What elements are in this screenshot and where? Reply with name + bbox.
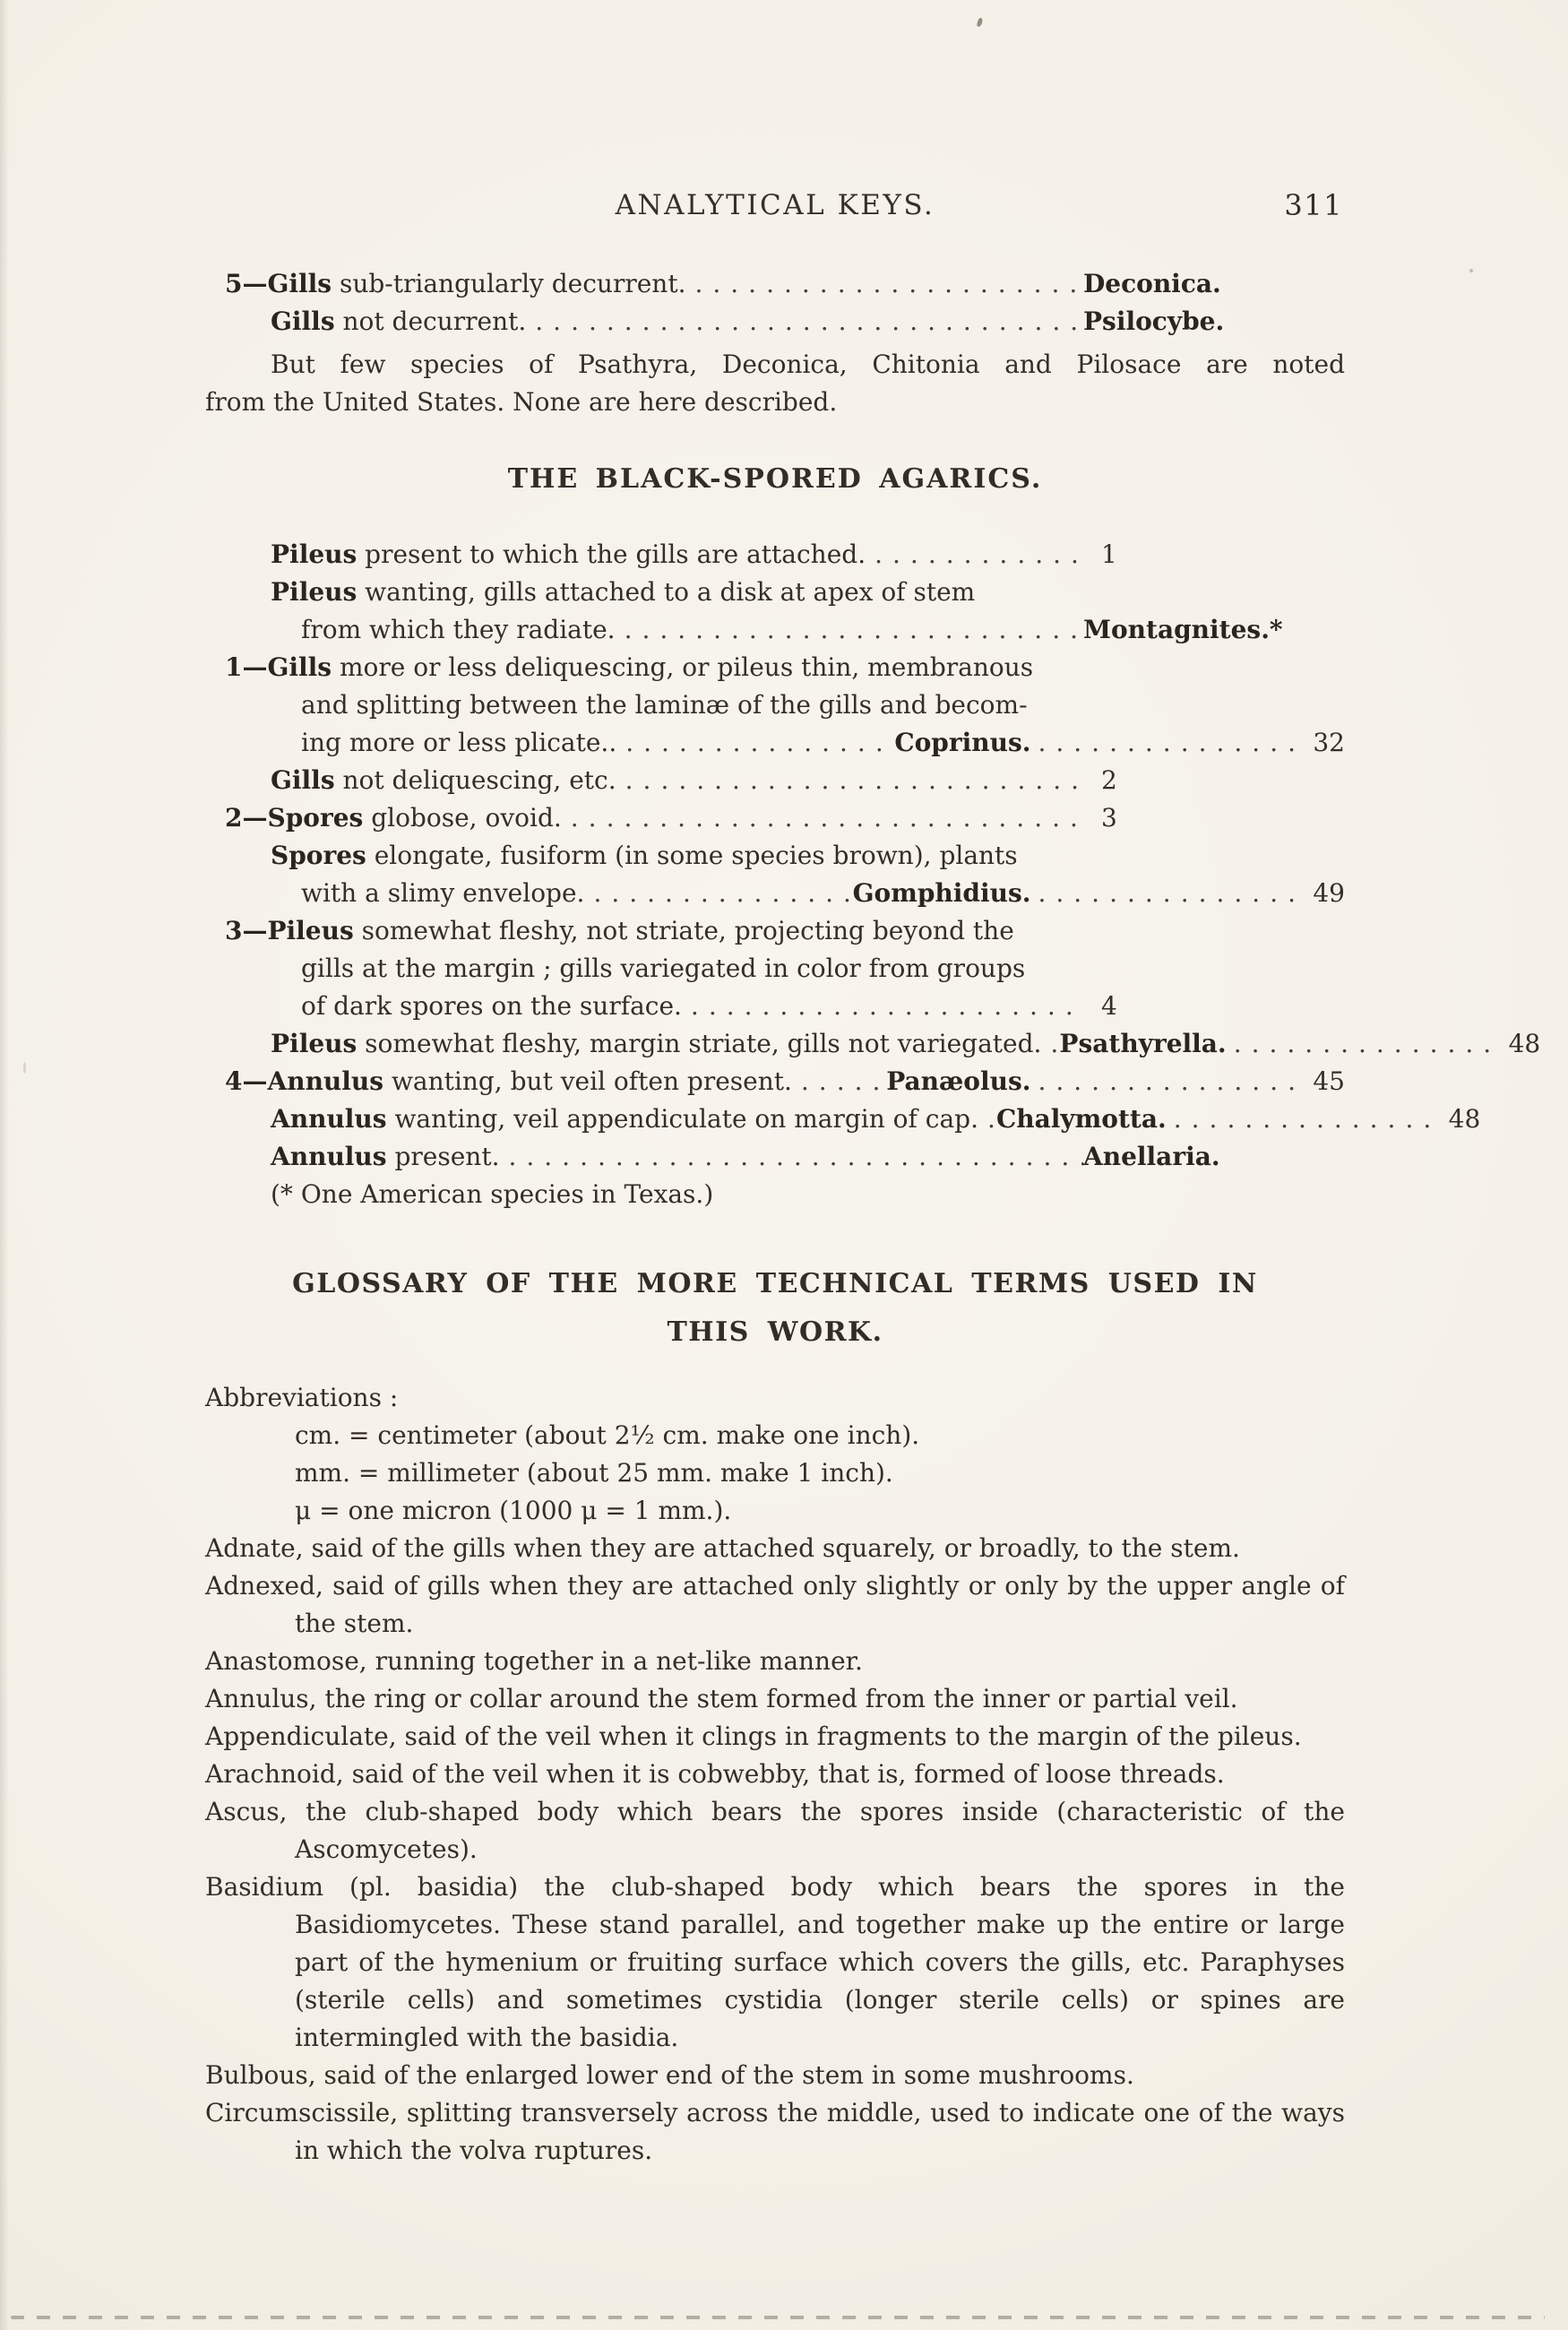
key-result-column [853, 875, 1345, 912]
key-couplet-text [205, 912, 1345, 950]
dot-leader [584, 875, 852, 912]
key-result-column [1083, 536, 1345, 574]
dot-leader [978, 1100, 996, 1138]
key-text: from which they radiate. [301, 615, 616, 644]
key-couplet-text [225, 1063, 792, 1100]
glossary-entry-annulus: Annulus, the ring or collar around the stem formed from the inner or partial veil. [205, 1683, 1238, 1713]
key-text: elongate, fusiform (in some species brown), plants [366, 841, 1018, 870]
glossary-section [205, 1260, 1345, 2170]
key-row [205, 912, 1345, 1025]
key-couplet-text [271, 303, 526, 341]
page-content [205, 186, 1541, 2170]
page-number: 311 [1284, 188, 1343, 222]
scan-speck [977, 17, 984, 27]
key-term: Annulus [271, 1104, 387, 1134]
key-term: 3—Pileus [225, 916, 354, 945]
dot-leader [682, 988, 1083, 1025]
section-heading-black-spored-agarics: THE BLACK-SPORED AGARICS. [507, 463, 1043, 495]
glossary-entry-arachnoid: Arachnoid, said of the veil when it is cobwebby, that is, formed of loose threads. [205, 1758, 1225, 1789]
key-text: wanting, gills attached to a disk at apex of stem [357, 577, 976, 607]
key-result: Anellaria. [1083, 1142, 1220, 1171]
dot-leader [1167, 1100, 1442, 1138]
key-text: not decurrent. [334, 306, 527, 336]
key-couplet-text [271, 1100, 978, 1138]
key-result: Panæolus. [886, 1066, 1031, 1096]
key-row [205, 265, 1345, 303]
key-result-column [996, 1100, 1480, 1138]
key-result-column [1059, 1025, 1540, 1063]
key-result-column [1083, 799, 1345, 837]
key-text: wanting, but veil often present. [383, 1066, 792, 1096]
glossary-entry-circumscissile: Circumscissile, splitting transversely across the middle, used to indicate one of the ways in which the volva ruptures. [205, 2097, 1345, 2165]
key-text: with a slimy envelope. [301, 878, 585, 908]
key-term: Gills [271, 765, 335, 795]
dot-leader [1227, 1025, 1502, 1063]
black-spored-key-section [205, 536, 1541, 1213]
key-row [205, 574, 1345, 649]
dot-leader [792, 1063, 886, 1100]
key-row [205, 303, 1345, 341]
dot-leader [616, 611, 1083, 649]
dot-leader [526, 303, 1083, 341]
key-couplet-text [205, 574, 1345, 611]
key-result: Gomphidius. [852, 878, 1031, 908]
dot-leader [1030, 724, 1305, 762]
key-text: more or less deliquescing, or pileus thin, membranous [332, 652, 1034, 682]
glossary-entry-adnexed: Adnexed, said of gills when they are attached only slightly or only by the upper angle of the stem. [205, 1570, 1345, 1638]
key-text: present to which the gills are attached. [357, 539, 866, 569]
key-result-column [1083, 611, 1345, 649]
key-result-column [886, 1063, 1345, 1100]
scan-speck [23, 1062, 26, 1074]
key-result-column [894, 724, 1345, 762]
scan-speck [1469, 269, 1473, 272]
key-result: Chalymotta. [995, 1104, 1167, 1134]
key-row [205, 799, 1345, 837]
key-result-column [1083, 265, 1345, 303]
scan-left-edge-shadow [0, 0, 9, 2330]
key-text: somewhat fleshy, margin striate, gills not variegated. [357, 1029, 1042, 1058]
key-row [205, 1100, 1481, 1138]
key-text: wanting, veil appendiculate on margin of cap. [386, 1104, 978, 1134]
dot-leader [1030, 875, 1305, 912]
note-paragraph [205, 346, 1345, 421]
running-title: ANALYTICAL KEYS. [615, 189, 935, 221]
key-page-ref: 48 [1508, 1029, 1541, 1058]
note-line: from the United States. None are here described. [205, 387, 838, 417]
note-line: But few species of Psathyra, Deconica, Chitonia and Pilosace are noted [271, 350, 1345, 379]
key-text: of dark spores on the surface. [301, 991, 682, 1021]
glossary-entry-adnate: Adnate, said of the gills when they are attached squarely, or broadly, to the stem. [205, 1532, 1240, 1563]
key-page-ref: 45 [1313, 1066, 1345, 1096]
key-result-column [1083, 762, 1345, 799]
abbreviation-line: cm. = centimeter (about 2½ cm. make one inch). [295, 1420, 920, 1450]
key-page-ref: 48 [1448, 1104, 1481, 1134]
key-couplet-text [271, 762, 616, 799]
dot-leader [616, 724, 894, 762]
key-result: 2 [1101, 765, 1117, 795]
key-result: 1 [1101, 539, 1117, 569]
glossary-heading-line: GLOSSARY OF THE MORE TECHNICAL TERMS USED IN [292, 1268, 1258, 1299]
dot-leader [685, 265, 1083, 303]
key-couplet-text [271, 1138, 499, 1176]
key-page-ref: 49 [1313, 878, 1345, 908]
glossary-entry-basidium: Basidium (pl. basidia) the club-shaped body which bears the spores in the Basidiomycetes. These stand parallel, and together make up the entire or large part of the hymenium or fruiting surface which covers the gills, etc. Paraphyses (sterile cells) and sometimes cystidia (longer sterile cells) or spines are intermingled with the basidia. [205, 1871, 1345, 2052]
key-couplet-text [271, 1025, 1041, 1063]
key-term: 1—Gills [225, 652, 332, 682]
dot-leader [499, 1138, 1083, 1176]
key-term: Annulus [271, 1142, 387, 1171]
key-term: 2—Spores [225, 803, 364, 833]
key-row [205, 837, 1345, 912]
scan-bottom-edge-artifact [11, 2316, 1545, 2319]
key-result: 3 [1101, 803, 1117, 833]
key-result-column [1083, 303, 1345, 341]
key-row [205, 762, 1345, 799]
glossary-entry-ascus: Ascus, the club-shaped body which bears the spores inside (characteristic of the Ascomycetes). [205, 1796, 1345, 1864]
key-couplet-text [225, 265, 685, 303]
key-text: somewhat fleshy, not striate, projecting beyond the [353, 916, 1014, 945]
key-result-column [1083, 988, 1345, 1025]
key-row [205, 649, 1345, 762]
abbreviation-line: μ = one micron (1000 μ = 1 mm.). [295, 1495, 732, 1525]
key-result: Montagnites.* [1083, 615, 1283, 644]
key-text: present. [386, 1142, 500, 1171]
key-couplet-text [225, 799, 562, 837]
key-text: globose, ovoid. [363, 803, 562, 833]
dot-leader [562, 799, 1083, 837]
dot-leader [1030, 1063, 1305, 1100]
glossary-entry-bulbous: Bulbous, said of the enlarged lower end of the stem in some mushrooms. [205, 2059, 1134, 2090]
glossary-entry-appendiculate: Appendiculate, said of the veil when it clings in fragments to the margin of the pileus. [205, 1721, 1302, 1751]
glossary-entry-anastomose: Anastomose, running together in a net-like manner. [205, 1645, 863, 1676]
psathyra-key-section [205, 265, 1345, 421]
key-row [205, 1025, 1541, 1063]
key-text: ing more or less plicate.. [301, 728, 617, 757]
key-text: sub-triangularly decurrent. [332, 269, 686, 298]
key-row [205, 1138, 1345, 1176]
abbreviation-line: mm. = millimeter (about 25 mm. make 1 inch). [295, 1457, 893, 1488]
key-row [205, 1063, 1345, 1100]
key-term: Spores [271, 841, 366, 870]
key-footnote: (* One American species in Texas.) [271, 1179, 714, 1209]
key-result: 4 [1101, 991, 1117, 1021]
page-header [205, 186, 1345, 226]
key-text: and splitting between the laminæ of the gills and becom- [301, 690, 1028, 720]
key-result: Deconica. [1083, 269, 1221, 298]
glossary-heading-line: THIS WORK. [667, 1316, 883, 1348]
dot-leader [1041, 1025, 1059, 1063]
key-couplet-text [271, 536, 866, 574]
abbreviations-label: Abbreviations : [205, 1382, 399, 1412]
key-result: Coprinus. [894, 728, 1031, 757]
key-term: Pileus [271, 577, 358, 607]
glossary-heading [205, 1260, 1345, 1357]
key-text: gills at the margin ; gills variegated in color from groups [301, 954, 1026, 983]
key-term: 5—Gills [225, 269, 332, 298]
key-result-column [1083, 1138, 1345, 1176]
key-term: 4—Annulus [225, 1066, 384, 1096]
key-term: Gills [271, 306, 335, 336]
dot-leader [616, 762, 1083, 799]
key-couplet-text [205, 649, 1345, 686]
key-page-ref: 32 [1313, 728, 1345, 757]
key-result: Psilocybe. [1083, 306, 1225, 336]
key-row [205, 536, 1345, 574]
key-couplet-text [205, 837, 1345, 875]
dot-leader [866, 536, 1083, 574]
key-text: not deliquescing, etc. [334, 765, 616, 795]
key-result: Psathyrella. [1059, 1029, 1227, 1058]
key-term: Pileus [271, 539, 358, 569]
key-term: Pileus [271, 1029, 358, 1058]
